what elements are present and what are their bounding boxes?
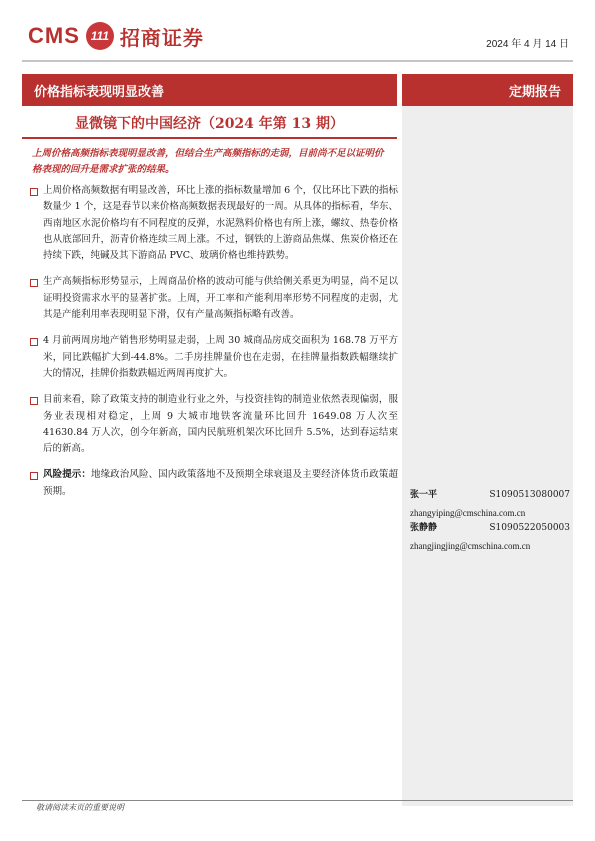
analyst-id: S1090522050003 [489, 523, 570, 533]
logo-cms-text: CMS [28, 23, 80, 48]
report-topic-band [22, 74, 397, 106]
list-item: 生产高频指标形势显示，上周商品价格的波动可能与供给侧关系更为明显，尚不足以证明投资需求水平的显著扩张。上周，开工率和产能利用率形势不同程度的走弱，尤其是产能利用率表现明显下滑，仅有产量高频指标略有改善。 [30, 274, 398, 323]
footer-divider [22, 800, 573, 801]
checkbox-bullet-icon [30, 472, 38, 480]
logo-badge-icon: 111 [86, 22, 114, 50]
list-item: 上周价格高频数据有明显改善，环比上涨的指标数量增加 6 个，仅比环比下跌的指标数量少 1 个，这是春节以来价格高频数据表现最好的一周。从具体的指标看，华东、西南地区水泥价格均有不同程度的反弹，水泥熟料价格也有所上涨，螺纹、热卷价格也从底部回升，沥青价格连续三周上涨。不过，钢铁的上游商品焦煤、焦炭价格还在持续下跌，纯碱及其下游商品 PVC、玻璃价格也维持跌势。 [30, 183, 398, 264]
analyst-id: S1090513080007 [489, 490, 570, 500]
checkbox-bullet-icon [30, 188, 38, 196]
bullet-list [30, 183, 398, 510]
sidebar-panel [402, 106, 573, 806]
report-title: 显微镜下的中国经济（2024 年第 13 期） [74, 116, 345, 132]
risk-label: 风险提示： [43, 469, 91, 481]
footer-disclaimer: 敬请阅读末页的重要说明 [36, 803, 124, 812]
checkbox-bullet-icon [30, 279, 38, 287]
analyst-card [410, 521, 570, 553]
report-date: 2024 年 4 月 14 日 [486, 39, 569, 50]
checkbox-bullet-icon [30, 397, 38, 405]
analyst-card [410, 488, 570, 520]
analyst-email[interactable]: zhangyiping@cmschina.com.cn [410, 508, 526, 518]
analyst-name: 张静静 [410, 523, 438, 533]
risk-item [30, 467, 398, 500]
report-type-band [402, 74, 573, 106]
summary-text: 上周价格高频指标表现明显改善，但结合生产高频指标的走弱，目前尚不足以证明价格表现的回升是需求扩张的结果。 [32, 148, 384, 175]
title-divider [22, 137, 397, 139]
checkbox-bullet-icon [30, 338, 38, 346]
header-divider [22, 60, 573, 62]
risk-text: 地缘政治风险、国内政策落地不及预期全球衰退及主要经济体货币政策超预期。 [43, 469, 398, 497]
company-logo [28, 18, 204, 54]
analyst-name: 张一平 [410, 490, 438, 500]
list-item: 4 月前两周房地产销售形势明显走弱，上周 30 城商品房成交面积为 168.78 万平方米，同比跌幅扩大到-44.8%。二手房挂牌量价也在走弱，在挂牌量指数跌幅继续扩大的情况，挂牌价指数跌幅近两周再度扩大。 [30, 333, 398, 382]
list-item: 目前来看，除了政策支持的制造业行业之外，与投资挂钩的制造业依然表现偏弱，服务业表现相对稳定，上周 9 大城市地铁客流量环比回升 1649.08 万人次至 41630.84 万人次，创今年新高，国内民航班机架次环比回升 5.5%，达到春运结束后的新高。 [30, 392, 398, 457]
report-type: 定期报告 [508, 84, 561, 100]
report-topic: 价格指标表现明显改善 [34, 84, 165, 100]
analyst-email[interactable]: zhangjingjing@cmschina.com.cn [410, 541, 531, 551]
logo-chinese-text: 招商证券 [119, 25, 204, 50]
